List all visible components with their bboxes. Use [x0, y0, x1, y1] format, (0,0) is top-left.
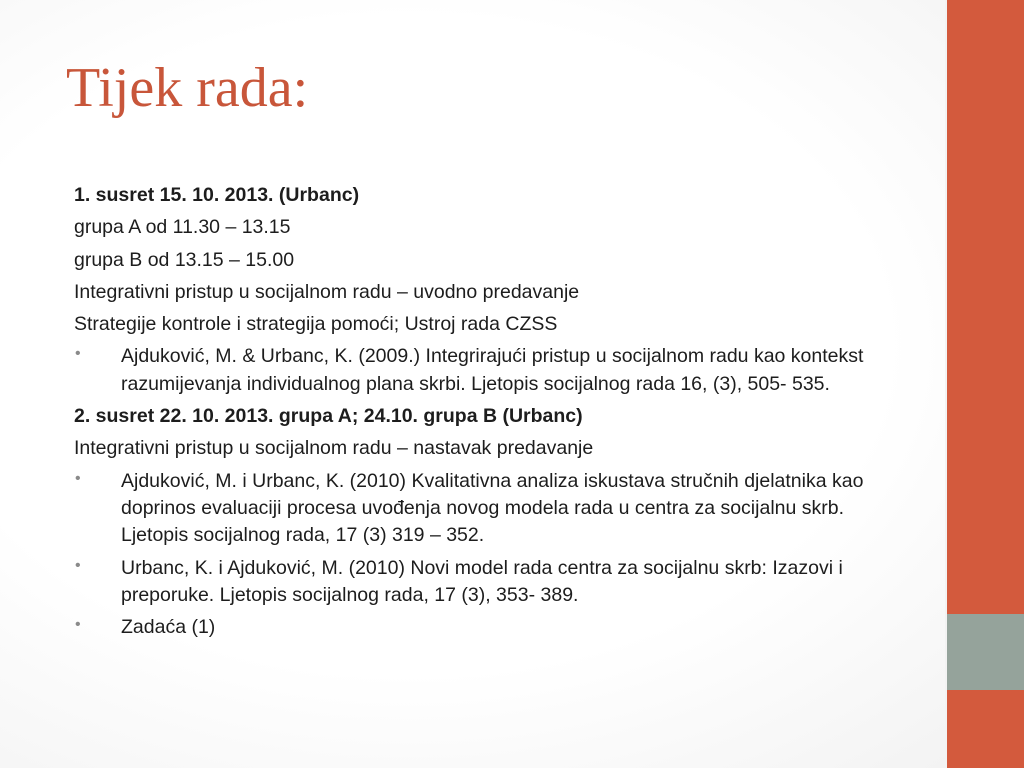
bullet-dot-icon: • [75, 616, 81, 634]
bullet-text: Ajduković, M. i Urbanc, K. (2010) Kvalitativna analiza iskustava stručnih djelatnika kao doprinos evaluaciji procesa uvođenja novog modela rada u centra za socijalnu skrb. Ljetopis socijalnog rada, 17 (3) 319 – 352. [121, 469, 864, 547]
session-heading: 2. susret 22. 10. 2013. grupa A; 24.10. grupa B (Urbanc) [74, 405, 583, 428]
bullet-text: Ajduković, M. & Urbanc, K. (2009.) Integrirajući pristup u socijalnom radu kao kontekst razumijevanja individualnog plana skrbi. Ljetopis socijalnog rada 16, (3), 505- 535. [121, 345, 864, 395]
body-line: grupa A od 11.30 – 13.15 [74, 216, 291, 239]
bullet-item [74, 555, 914, 610]
bullet-item [74, 614, 914, 641]
bullet-text: Urbanc, K. i Ajduković, M. (2010) Novi model rada centra za socijalnu skrb: Izazovi i preporuke. Ljetopis socijalnog rada, 17 (3), 353- 389. [121, 556, 843, 606]
decorative-side-bar [947, 0, 1024, 768]
session-heading: 1. susret 15. 10. 2013. (Urbanc) [74, 184, 360, 206]
body-line: grupa B od 13.15 – 15.00 [74, 248, 295, 271]
bullet-dot-icon: • [75, 345, 81, 363]
bullet-item [74, 343, 914, 398]
slide-body [74, 182, 914, 646]
bullet-text: Zadaća (1) [121, 616, 216, 639]
bullet-dot-icon: • [75, 556, 81, 574]
decorative-gray-block [947, 614, 1024, 690]
body-line: Integrativni pristup u socijalnom radu – uvodno predavanje [74, 280, 580, 303]
body-line: Integrativni pristup u socijalnom radu – nastavak predavanje [74, 437, 594, 460]
slide-title: Tijek rada: [66, 57, 309, 119]
body-line: Strategije kontrole i strategija pomoći; Ustroj rada CZSS [74, 313, 558, 336]
bullet-item [74, 468, 914, 550]
bullet-dot-icon: • [75, 469, 81, 487]
